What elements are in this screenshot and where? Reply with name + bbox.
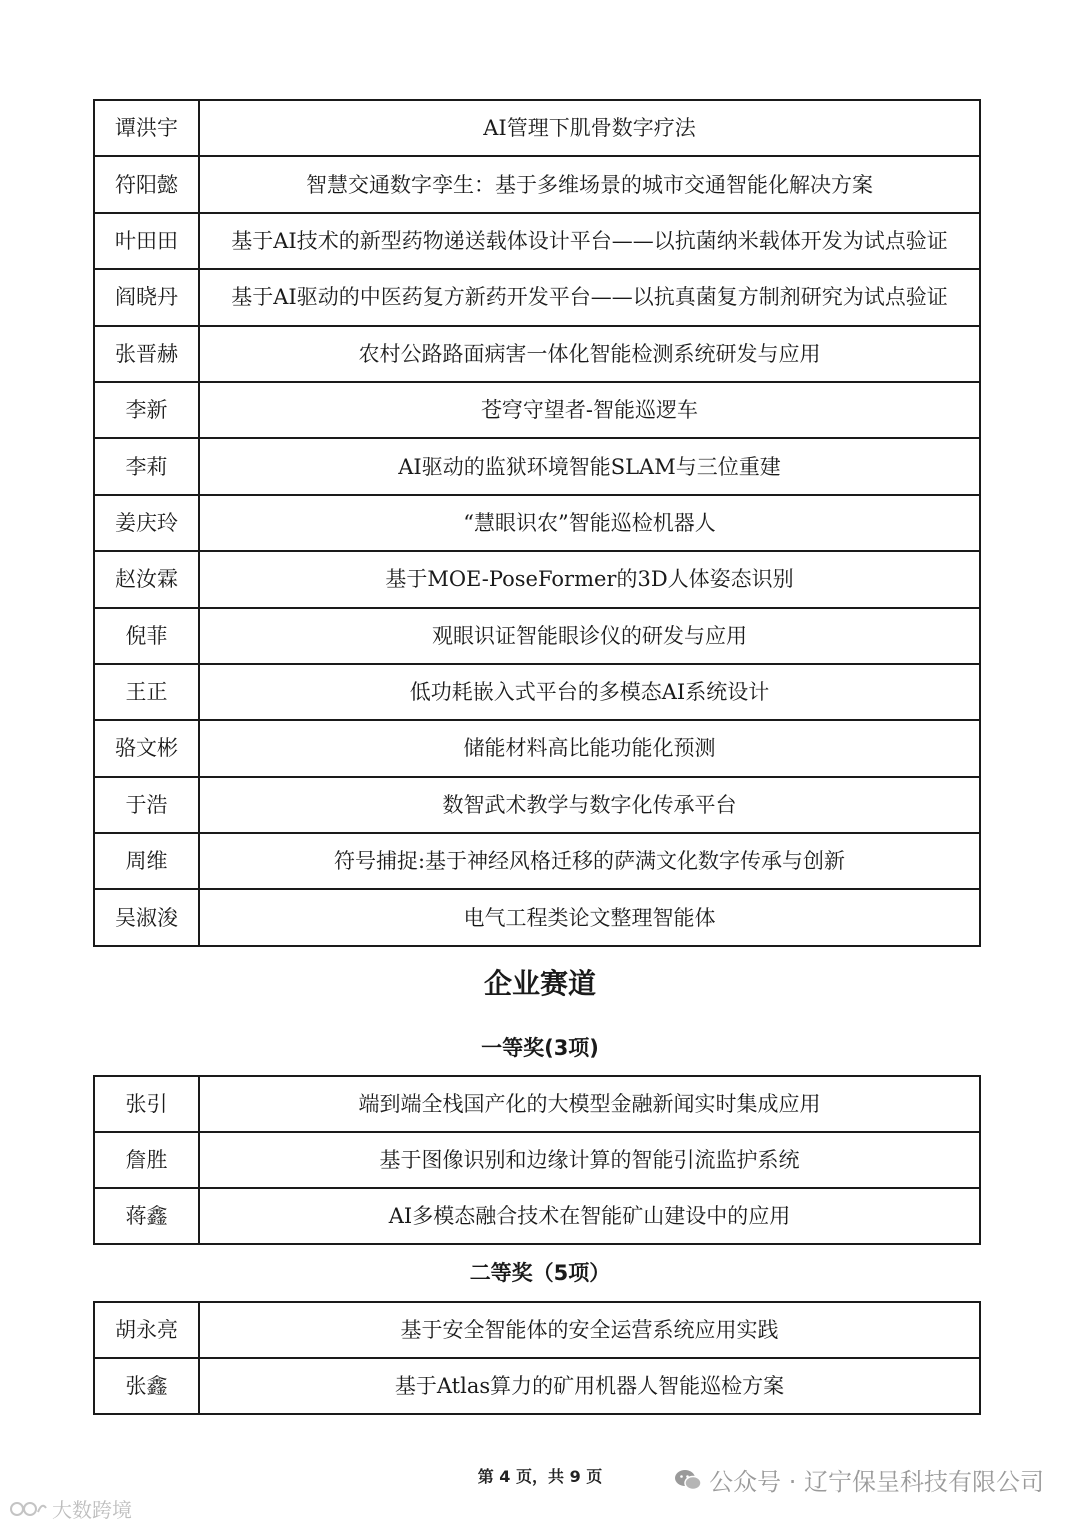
page-footer: 第 4 页，共 9 页: [477, 1467, 603, 1486]
first-prize-heading: 一等奖(3项): [481, 1036, 599, 1060]
project-title: 数智武术教学与数字化传承平台: [199, 777, 980, 833]
project-title: 农村公路路面病害一体化智能检测系统研发与应用: [199, 326, 980, 382]
project-title: 基于AI驱动的中医药复方新药开发平台——以抗真菌复方制剂研究为试点验证: [199, 269, 980, 325]
table-row: [94, 269, 980, 325]
winner-name: 谭洪宇: [94, 100, 199, 156]
table-row: [94, 1358, 980, 1414]
project-title: 观眼识证智能眼诊仪的研发与应用: [199, 608, 980, 664]
winner-name: 詹胜: [94, 1132, 199, 1188]
winner-name: 姜庆玲: [94, 495, 199, 551]
table-row: [94, 777, 980, 833]
winner-name: 骆文彬: [94, 720, 199, 776]
winner-name: 倪菲: [94, 608, 199, 664]
table-row: [94, 100, 980, 156]
table-row: [94, 551, 980, 607]
winner-name: 叶田田: [94, 213, 199, 269]
wechat-icon: [673, 1468, 703, 1492]
table-row: [94, 889, 980, 945]
winner-name: 胡永亮: [94, 1302, 199, 1358]
winner-name: 张鑫: [94, 1358, 199, 1414]
project-title: 基于图像识别和边缘计算的智能引流监护系统: [199, 1132, 980, 1188]
project-title: 低功耗嵌入式平台的多模态AI系统设计: [199, 664, 980, 720]
watermark-left: [8, 1494, 132, 1523]
project-title: AI管理下肌骨数字疗法: [199, 100, 980, 156]
winner-name: 张引: [94, 1076, 199, 1132]
project-title: 符号捕捉:基于神经风格迁移的萨满文化数字传承与创新: [199, 833, 980, 889]
project-title: 储能材料高比能功能化预测: [199, 720, 980, 776]
winner-name: 周维: [94, 833, 199, 889]
winner-name: 张晋赫: [94, 326, 199, 382]
table-row: [94, 213, 980, 269]
watermark-right-text: 公众号 · 辽宁保呈科技有限公司: [709, 1468, 1044, 1496]
table-row: [94, 382, 980, 438]
winner-name: 蒋鑫: [94, 1188, 199, 1244]
winner-name: 吴淑浚: [94, 889, 199, 945]
table-row: [94, 326, 980, 382]
second-prize-heading: 二等奖（5项）: [469, 1261, 611, 1285]
watermark-left-text: 大数跨境: [52, 1498, 132, 1522]
winner-name: 赵汝霖: [94, 551, 199, 607]
table-row: [94, 495, 980, 551]
table-row: [94, 664, 980, 720]
section-title: 企业赛道: [483, 967, 596, 1000]
second-prize-table: [93, 1301, 981, 1415]
table-row: [94, 720, 980, 776]
project-title: 智慧交通数字孪生：基于多维场景的城市交通智能化解决方案: [199, 156, 980, 212]
table-row: [94, 833, 980, 889]
table-row: [94, 156, 980, 212]
winner-name: 阎晓丹: [94, 269, 199, 325]
project-title: 基于安全智能体的安全运营系统应用实践: [199, 1302, 980, 1358]
table-row: [94, 1076, 980, 1132]
table-row: [94, 608, 980, 664]
project-title: 苍穹守望者-智能巡逻车: [199, 382, 980, 438]
watermark-right: [673, 1462, 1044, 1497]
project-title: AI驱动的监狱环境智能SLAM与三位重建: [199, 438, 980, 494]
table-row: [94, 438, 980, 494]
first-prize-table: [93, 1075, 981, 1245]
project-title: 基于Atlas算力的矿用机器人智能巡检方案: [199, 1358, 980, 1414]
winner-name: 符阳懿: [94, 156, 199, 212]
project-title: AI多模态融合技术在智能矿山建设中的应用: [199, 1188, 980, 1244]
project-title: 基于AI技术的新型药物递送载体设计平台——以抗菌纳米载体开发为试点验证: [199, 213, 980, 269]
winner-name: 于浩: [94, 777, 199, 833]
award-table-1: [93, 99, 981, 947]
winner-name: 李新: [94, 382, 199, 438]
table-row: [94, 1302, 980, 1358]
winner-name: 李莉: [94, 438, 199, 494]
table-row: [94, 1132, 980, 1188]
logo-icon: [8, 1500, 48, 1518]
project-title: 端到端全栈国产化的大模型金融新闻实时集成应用: [199, 1076, 980, 1132]
project-title: 电气工程类论文整理智能体: [199, 889, 980, 945]
project-title: 基于MOE-PoseFormer的3D人体姿态识别: [199, 551, 980, 607]
winner-name: 王正: [94, 664, 199, 720]
table-row: [94, 1188, 980, 1244]
project-title: “慧眼识农”智能巡检机器人: [199, 495, 980, 551]
